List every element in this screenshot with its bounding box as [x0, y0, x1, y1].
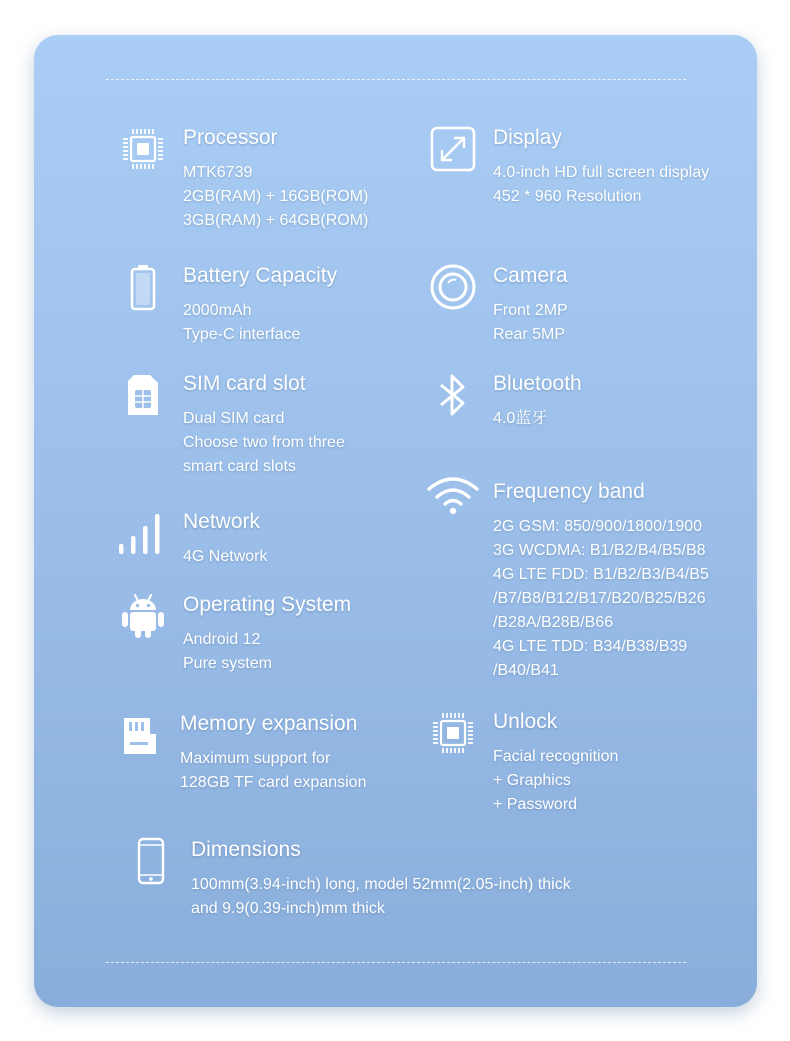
spec-title: Bluetooth [493, 372, 582, 395]
spec-detail-line: 4.0-inch HD full screen display [493, 164, 710, 181]
spec-detail-line: 4.0蓝牙 [493, 410, 548, 427]
spec-detail-line: Facial recognition [493, 748, 619, 765]
spec-detail-line: Type-C interface [183, 326, 301, 343]
spec-details [493, 407, 547, 431]
spec-detail-line: 4G Network [183, 548, 268, 565]
spec-title: Memory expansion [180, 712, 358, 735]
spec-details [183, 545, 267, 569]
spec-details [493, 745, 618, 817]
spec-detail-line: + Graphics [493, 772, 571, 789]
spec-details [180, 747, 366, 795]
spec-detail-line: 100mm(3.94-inch) long, model 52mm(2.05-inch) thick [191, 876, 571, 893]
spec-detail-line: and 9.9(0.39-inch)mm thick [191, 900, 385, 917]
spec-details [183, 628, 272, 676]
spec-details [183, 407, 345, 479]
spec-title: Display [493, 126, 562, 149]
spec-title: Operating System [183, 593, 352, 616]
spec-detail-line: Dual SIM card [183, 410, 285, 427]
chip-icon [118, 124, 168, 174]
spec-details [183, 161, 368, 233]
spec-detail-line: 128GB TF card expansion [180, 774, 367, 791]
spec-detail-line: 3G WCDMA: B1/B2/B4/B5/B8 [493, 542, 706, 559]
android-icon [118, 590, 168, 640]
spec-title: Network [183, 510, 261, 533]
top-divider [106, 79, 686, 80]
spec-title: SIM card slot [183, 372, 306, 395]
spec-details [493, 299, 568, 347]
spec-detail-line: Choose two from three [183, 434, 345, 451]
spec-details [493, 161, 709, 209]
smartphone-icon [128, 836, 174, 886]
spec-title: Unlock [493, 710, 558, 733]
spec-detail-line: 4G LTE TDD: B34/B38/B39 [493, 638, 688, 655]
expand-diagonal-icon [428, 124, 478, 174]
signal-bars-icon [116, 508, 168, 558]
spec-detail-line: 2GB(RAM) + 16GB(ROM) [183, 188, 369, 205]
spec-detail-line: smart card slots [183, 458, 296, 475]
wifi-icon [426, 472, 480, 516]
spec-title: Camera [493, 264, 568, 287]
spec-detail-line: 3GB(RAM) + 64GB(ROM) [183, 212, 369, 229]
spec-detail-line: /B7/B8/B12/B17/B20/B25/B26 [493, 590, 706, 607]
spec-detail-line: Pure system [183, 655, 272, 672]
memory-card-icon [116, 712, 166, 762]
bluetooth-icon [428, 370, 478, 420]
spec-detail-line: Rear 5MP [493, 326, 566, 343]
spec-details [183, 299, 300, 347]
spec-title: Frequency band [493, 480, 645, 503]
spec-title: Processor [183, 126, 278, 149]
spec-detail-line: 2G GSM: 850/900/1800/1900 [493, 518, 703, 535]
chip-icon [428, 708, 478, 758]
spec-detail-line: + Password [493, 796, 578, 813]
spec-detail-line: Front 2MP [493, 302, 568, 319]
camera-lens-icon [428, 262, 478, 312]
spec-detail-line: 4G LTE FDD: B1/B2/B3/B4/B5 [493, 566, 709, 583]
spec-detail-line: Android 12 [183, 631, 261, 648]
spec-details [493, 515, 709, 683]
spec-detail-line: /B40/B41 [493, 662, 559, 679]
spec-detail-line: Maximum support for [180, 750, 331, 767]
spec-detail-line: 452 * 960 Resolution [493, 188, 642, 205]
spec-title: Dimensions [191, 838, 301, 861]
spec-detail-line: 2000mAh [183, 302, 252, 319]
spec-title: Battery Capacity [183, 264, 338, 287]
spec-details [191, 873, 571, 921]
spec-detail-line: /B28A/B28B/B66 [493, 614, 614, 631]
sim-card-icon [118, 370, 168, 420]
battery-icon [118, 262, 168, 312]
spec-detail-line: MTK6739 [183, 164, 253, 181]
bottom-divider [106, 962, 686, 963]
